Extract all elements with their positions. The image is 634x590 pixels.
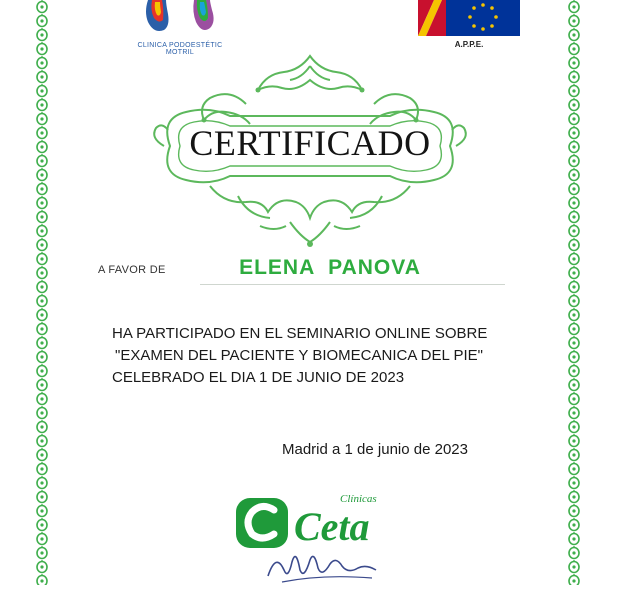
body-line-seminar-title: "EXAMEN DEL PACIENTE Y BIOMECANICA DEL PIE" — [115, 347, 483, 364]
clinic-logo-caption: CLINICA PODOESTÉTIC MOTRIL — [137, 42, 223, 56]
body-line-date: CELEBRADO EL DIA 1 DE JUNIO DE 2023 — [112, 369, 405, 386]
in-favor-of-label: A FAVOR DE — [98, 264, 166, 276]
body-line-participation: HA PARTICIPADO EN EL SEMINARIO ONLINE SOBRE — [112, 325, 488, 342]
place-and-date: Madrid a 1 de junio de 2023 — [282, 441, 468, 458]
spain-eu-flag-icon — [418, 0, 520, 36]
ceta-logo-brand-text: Ceta — [294, 504, 370, 549]
right-border-ornament — [566, 0, 582, 585]
certificate-body — [112, 323, 532, 389]
left-border-ornament — [34, 0, 50, 585]
recipient-name: ELENA PANOVA — [239, 256, 421, 279]
signature-icon — [262, 540, 382, 585]
ceta-logo-small-text: Clínicas — [340, 493, 377, 505]
recipient-underline — [200, 284, 505, 285]
association-logo-caption: A.P.P.E. — [454, 40, 484, 49]
certificate-title: CERTIFICADO — [189, 123, 431, 163]
